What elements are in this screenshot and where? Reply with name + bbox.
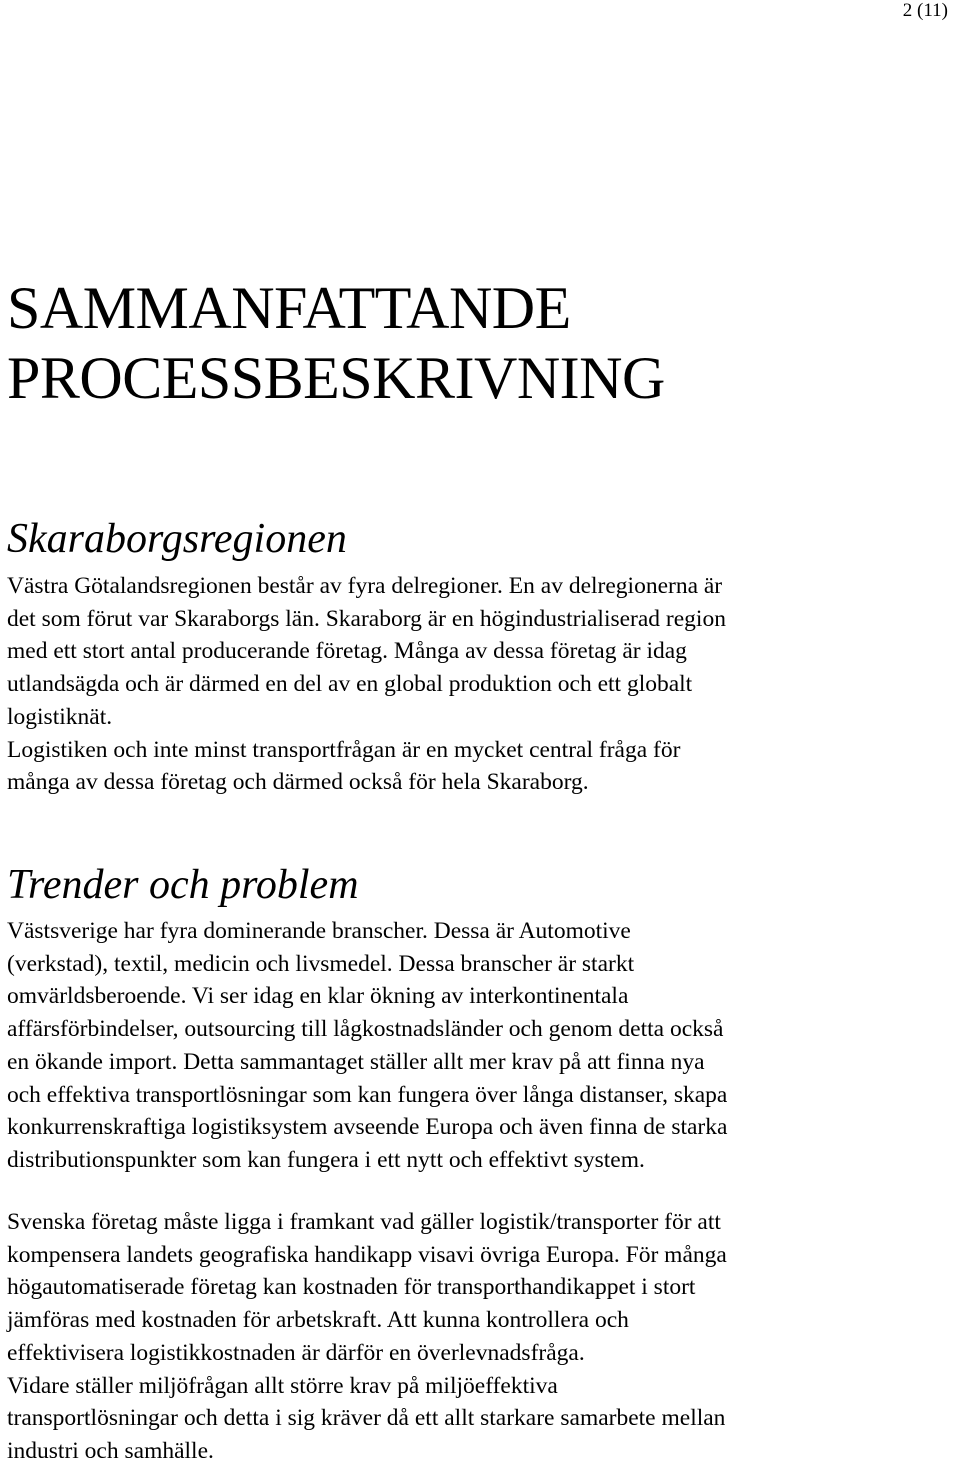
section-heading-trender-och-problem: Trender och problem xyxy=(7,862,359,908)
text-line: industri och samhälle. xyxy=(7,1437,214,1464)
text-line: många av dessa företag och därmed också för hela Skaraborg. xyxy=(7,769,589,796)
text-line: och effektiva transportlösningar som kan fungera över långa distanser, skapa xyxy=(7,1081,728,1108)
section-heading-skaraborgsregionen: Skaraborgsregionen xyxy=(7,516,347,562)
text-line: högautomatiserade företag kan kostnaden för transporthandikappet i stort xyxy=(7,1274,696,1301)
text-line: effektivisera logistikkostnaden är därför en överlevnadsfråga. xyxy=(7,1339,585,1366)
document-title xyxy=(7,273,665,413)
text-line: med ett stort antal producerande företag. Många av dessa företag är idag xyxy=(7,638,687,665)
text-line: konkurrenskraftiga logistiksystem avseende Europa och även finna de starka xyxy=(7,1114,728,1141)
page-number: 2 (11) xyxy=(902,0,948,21)
text-line: omvärldsberoende. Vi ser idag en klar ökning av interkontinentala xyxy=(7,983,629,1010)
text-line: jämföras med kostnaden för arbetskraft. Att kunna kontrollera och xyxy=(7,1307,629,1334)
text-line: kompensera landets geografiska handikapp visavi övriga Europa. För många xyxy=(7,1241,727,1268)
text-line: distributionspunkter som kan fungera i ett nytt och effektivt system. xyxy=(7,1146,645,1173)
text-line: (verkstad), textil, medicin och livsmedel. Dessa branscher är starkt xyxy=(7,950,635,977)
text-line: Västsverige har fyra dominerande branscher. Dessa är Automotive xyxy=(7,918,631,944)
text-line: transportlösningar och detta i sig kräver då ett allt starkare samarbete mellan xyxy=(7,1405,726,1432)
text-line: Logistiken och inte minst transportfrågan är en mycket central fråga för xyxy=(7,736,681,763)
paragraph-skaraborgsregionen xyxy=(7,570,947,799)
paragraph-trender-1 xyxy=(7,915,947,1177)
title-line-2: PROCESSBESKRIVNING xyxy=(7,345,665,411)
text-line: Vidare ställer miljöfrågan allt större krav på miljöeffektiva xyxy=(7,1372,558,1399)
paragraph-trender-2 xyxy=(7,1206,947,1468)
text-line: Västra Götalandsregionen består av fyra delregioner. En av delregionerna är xyxy=(7,573,723,599)
title-line-1: SAMMANFATTANDE xyxy=(7,275,571,341)
text-line: logistiknät. xyxy=(7,703,113,730)
text-line: affärsförbindelser, outsourcing till lågkostnadsländer och genom detta också xyxy=(7,1016,724,1043)
text-line: utlandsägda och är därmed en del av en global produktion och ett globalt xyxy=(7,671,693,698)
text-line: Svenska företag måste ligga i framkant vad gäller logistik/transporter för att xyxy=(7,1209,721,1235)
text-line: det som förut var Skaraborgs län. Skaraborg är en högindustrialiserad region xyxy=(7,605,726,632)
text-line: en ökande import. Detta sammantaget ställer allt mer krav på att finna nya xyxy=(7,1048,705,1075)
